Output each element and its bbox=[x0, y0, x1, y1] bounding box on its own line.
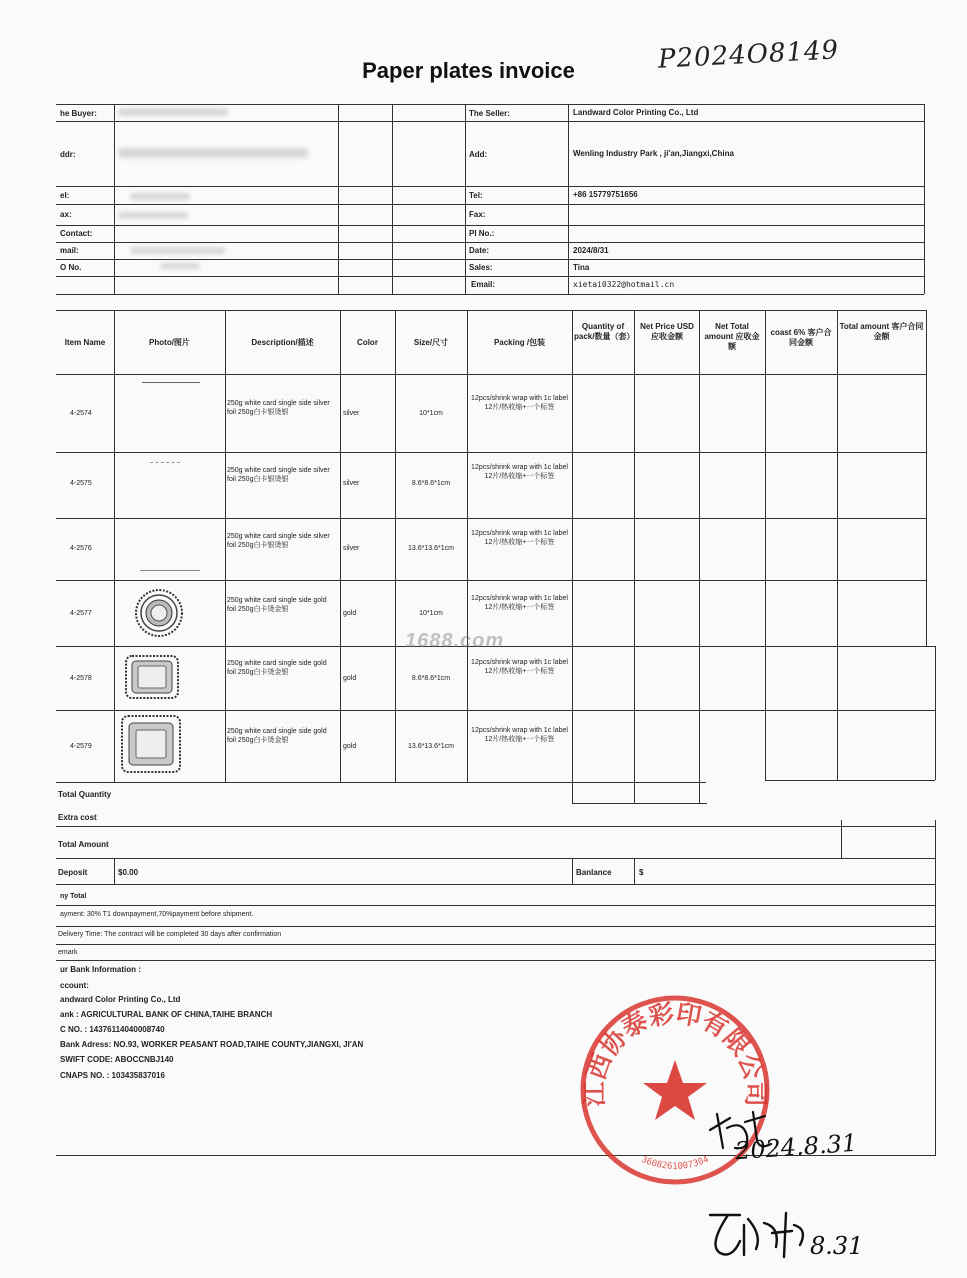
svg-text:江西协泰彩印有限公司: 江西协泰彩印有限公司 bbox=[579, 998, 771, 1107]
item-packing: 12pcs/shrink wrap with 1c label 12片/热收缩+一个标签 bbox=[471, 530, 568, 546]
sales-value: Tina bbox=[573, 263, 590, 272]
seller-name: Landward Color Printing Co., Ltd bbox=[573, 108, 699, 117]
item-size: 8.6*8.6*1cm bbox=[411, 480, 451, 487]
item-size: 10*1cm bbox=[419, 610, 443, 617]
seller-tel-label: Tel: bbox=[469, 191, 483, 200]
sales-label: Sales: bbox=[469, 263, 493, 272]
date-label: Date: bbox=[469, 246, 490, 255]
item-size: 13.6*13.6*1cm bbox=[408, 545, 454, 552]
col-item-name: Item Name bbox=[64, 338, 106, 347]
watermark: 1688.com bbox=[405, 630, 505, 652]
item-packing: 12pcs/shrink wrap with 1c label 12片/热收缩+一个标签 bbox=[471, 395, 568, 411]
total-amount-label: Total Amount bbox=[58, 840, 109, 849]
signature-date: 2024.8.31 bbox=[734, 1128, 858, 1166]
item-color: gold bbox=[343, 675, 357, 682]
product-photo bbox=[140, 570, 200, 571]
bank-ac-no: C NO. : 14376114040008740 bbox=[60, 1025, 165, 1034]
item-code: 4-2575 bbox=[70, 480, 92, 487]
product-photo bbox=[142, 382, 200, 413]
pi-label: PI No.: bbox=[469, 229, 495, 238]
rectangle-plate-photo bbox=[120, 714, 182, 774]
item-size: 10*1cm bbox=[419, 410, 443, 417]
item-size: 13.6*13.6*1cm bbox=[408, 743, 454, 750]
col-packing: Packing /包装 bbox=[493, 338, 546, 347]
bank-address: Bank Adress: NO.93, WORKER PEASANT ROAD,TAIHE COUNTY,JIANGXI, JI'AN bbox=[60, 1040, 364, 1049]
item-color: silver bbox=[343, 480, 360, 487]
col-color: Color bbox=[357, 338, 378, 347]
item-packing: 12pcs/shrink wrap with 1c label 12片/热收缩+一个标签 bbox=[471, 464, 568, 480]
item-code: 4-2579 bbox=[70, 743, 92, 750]
item-code: 4-2578 bbox=[70, 675, 92, 682]
item-code: 4-2577 bbox=[70, 610, 92, 617]
bank-swift: SWIFT CODE: ABOCCNBJ140 bbox=[60, 1055, 174, 1064]
item-packing: 12pcs/shrink wrap with 1c label 12片/热收缩+一个标签 bbox=[471, 659, 568, 675]
round-plate-photo bbox=[134, 588, 184, 638]
buyer-po-label: O No. bbox=[60, 263, 82, 272]
any-total-label: ny Total bbox=[60, 893, 87, 900]
item-color: gold bbox=[343, 610, 357, 617]
balance-label: Banlance bbox=[576, 868, 612, 877]
item-color: silver bbox=[343, 545, 360, 552]
bank-cnaps: CNAPS NO. : 103435837016 bbox=[60, 1071, 165, 1080]
item-description: 250g white card single side gold foil 250g白卡烫金银 bbox=[227, 660, 327, 676]
remark-label: emark bbox=[58, 949, 78, 956]
buyer-contact-label: Contact: bbox=[60, 229, 93, 238]
item-description: 250g white card single side silver foil 250g白卡银烫银 bbox=[227, 467, 330, 483]
total-quantity-label: Total Quantity bbox=[58, 790, 112, 799]
item-packing: 12pcs/shrink wrap with 1c label 12片/热收缩+一个标签 bbox=[471, 727, 568, 743]
bank-account-name: andward Color Printing Co., Ltd bbox=[60, 995, 181, 1004]
item-code: 4-2576 bbox=[70, 545, 92, 552]
col-total-amount: Total amount 客户合同金额 bbox=[839, 322, 924, 341]
extra-cost-label: Extra cost bbox=[58, 813, 97, 822]
item-color: silver bbox=[343, 410, 360, 417]
buyer-label: he Buyer: bbox=[60, 109, 97, 118]
date-value: 2024/8/31 bbox=[573, 246, 609, 255]
seller-addr-label: Add: bbox=[469, 150, 488, 159]
col-quantity: Quantity of pack/数量（套） bbox=[574, 322, 635, 341]
buyer-email-label: mail: bbox=[60, 246, 79, 255]
col-size: Size/尺寸 bbox=[413, 338, 449, 347]
item-packing: 12pcs/shrink wrap with 1c label 12片/热收缩+一个标签 bbox=[471, 595, 568, 611]
handwritten-signature bbox=[700, 1205, 820, 1265]
item-description: 250g white card single side silver foil 250g白卡银烫银 bbox=[227, 400, 330, 416]
buyer-addr-label: ddr: bbox=[60, 150, 76, 159]
seller-tel: +86 15779751656 bbox=[573, 190, 638, 199]
item-description: 250g white card single side silver foil 250g白卡银烫银 bbox=[227, 533, 330, 549]
square-plate-photo bbox=[124, 654, 180, 700]
seller-fax-label: Fax: bbox=[469, 210, 486, 219]
svg-text:3608261007304: 3608261007304 bbox=[639, 1154, 711, 1172]
bank-account-label: ccount: bbox=[60, 981, 89, 990]
handwritten-reference: P2024O8149 bbox=[657, 35, 840, 75]
deposit-value: $0.00 bbox=[118, 868, 139, 877]
seller-address: Wenling Industry Park , ji'an,Jiangxi,China bbox=[573, 149, 734, 158]
payment-terms: ayment: 30% T1 downpayment,70%payment before shipment. bbox=[60, 911, 254, 918]
item-size: 8.6*8.6*1cm bbox=[411, 675, 451, 682]
seller-email: xietai0322@hotmail.cn bbox=[573, 280, 675, 289]
balance-value: $ bbox=[639, 868, 644, 877]
buyer-fax-label: ax: bbox=[60, 210, 72, 219]
bank-heading: ur Bank Information : bbox=[60, 965, 141, 974]
item-description: 250g white card single side gold foil 250g白卡烫金银 bbox=[227, 728, 327, 744]
deposit-label: Deposit bbox=[58, 868, 88, 877]
col-net-total: Net Total amount 应收金额 bbox=[704, 322, 760, 351]
col-description: Description/描述 bbox=[251, 338, 314, 347]
seller-email-label: Email: bbox=[471, 280, 496, 289]
product-photo bbox=[150, 462, 180, 463]
seller-label: The Seller: bbox=[469, 109, 510, 118]
bank-name: ank : AGRICULTURAL BANK OF CHINA,TAIHE BRANCH bbox=[60, 1010, 273, 1019]
col-coast: coast 6% 客户合同金额 bbox=[770, 328, 832, 347]
delivery-time: Delivery Time: The contract will be completed 30 days after confirmation bbox=[58, 931, 282, 938]
signature-date-2: 8.31 bbox=[810, 1232, 864, 1260]
col-net-price: Net Price USD 应收金额 bbox=[640, 322, 694, 341]
item-description: 250g white card single side gold foil 250g白卡烫金银 bbox=[227, 597, 327, 613]
col-photo: Photo/图片 bbox=[149, 338, 190, 347]
item-color: gold bbox=[343, 743, 357, 750]
buyer-tel-label: el: bbox=[60, 191, 70, 200]
item-code: 4-2574 bbox=[70, 410, 92, 417]
page-title: Paper plates invoice bbox=[362, 58, 575, 83]
